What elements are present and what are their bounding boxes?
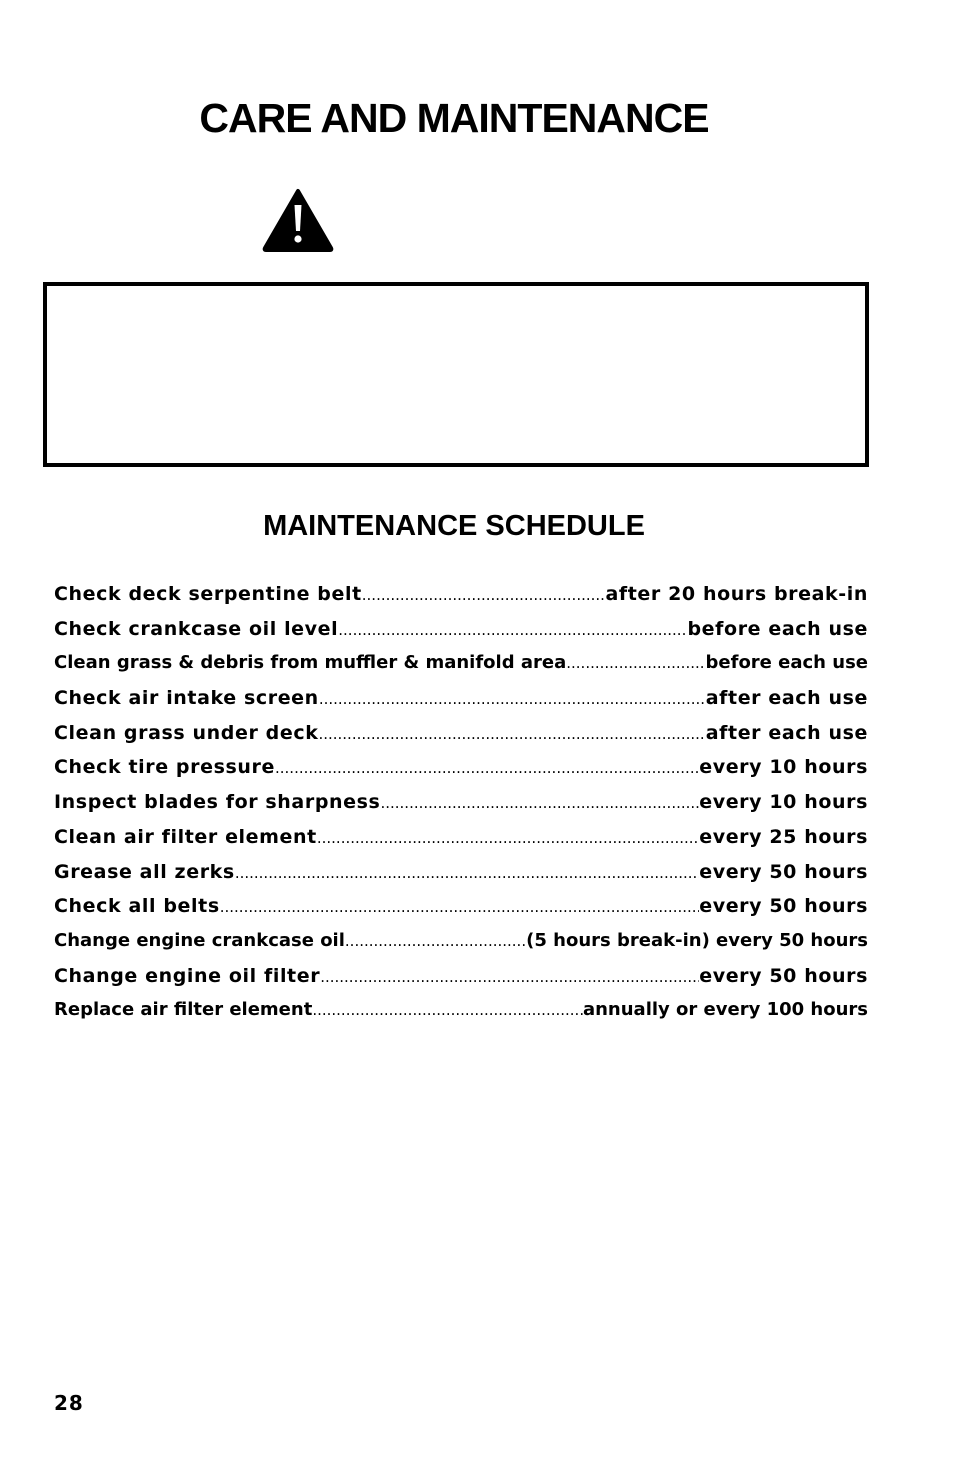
dot-leader: [318, 725, 705, 743]
schedule-task: Clean grass under deck: [54, 721, 319, 744]
schedule-interval: every 50 hours: [699, 860, 868, 883]
dot-leader: [345, 932, 526, 950]
schedule-task: Check air intake screen: [54, 687, 319, 710]
schedule-task: Check tire pressure: [54, 756, 275, 779]
schedule-row: [54, 895, 868, 930]
dot-leader: [220, 898, 699, 916]
warning-box: [43, 282, 869, 467]
schedule-row: [54, 652, 868, 687]
schedule-row: [54, 756, 868, 791]
schedule-task: Clean air filter element: [54, 825, 317, 848]
schedule-task: Check all belts: [54, 895, 220, 918]
schedule-interval: every 50 hours: [699, 895, 868, 918]
schedule-row: [54, 965, 868, 1000]
schedule-row: [54, 687, 868, 722]
dot-leader: [338, 621, 687, 639]
schedule-interval: after each use: [705, 721, 868, 744]
dot-leader: [275, 759, 699, 777]
schedule-interval: every 50 hours: [699, 964, 868, 987]
schedule-row: [54, 722, 868, 757]
schedule-task: Replace air filter element: [54, 999, 313, 1021]
section-title-maintenance-schedule: MAINTENANCE SCHEDULE: [263, 510, 645, 542]
schedule-interval: after 20 hours break-in: [605, 583, 868, 605]
schedule-task: Change engine crankcase oil: [54, 929, 345, 951]
schedule-task: Inspect blades for sharpness: [54, 791, 381, 814]
schedule-interval: before each use: [687, 617, 868, 640]
warning-triangle-icon: [262, 188, 334, 252]
dot-leader: [362, 586, 606, 604]
dot-leader: [380, 794, 699, 812]
page-number: 28: [54, 1391, 84, 1415]
dot-leader: [312, 1001, 583, 1019]
schedule-interval: annually or every 100 hours: [582, 999, 868, 1021]
schedule-task: Check deck serpentine belt: [54, 583, 362, 605]
dot-leader: [320, 968, 699, 986]
schedule-interval: every 10 hours: [699, 791, 868, 814]
schedule-interval: (5 hours break-in) every 50 hours: [526, 929, 868, 951]
schedule-interval: after each use: [705, 687, 868, 710]
dot-leader: [317, 829, 699, 847]
schedule-row: [54, 861, 868, 896]
schedule-row: [54, 826, 868, 861]
schedule-row: [54, 618, 868, 653]
schedule-row: [54, 999, 868, 1034]
schedule-row: [54, 583, 868, 618]
schedule-task: Check crankcase oil level: [54, 617, 339, 640]
dot-leader: [319, 690, 706, 708]
schedule-interval: every 25 hours: [699, 825, 868, 848]
schedule-task: Clean grass & debris from muffler & manifold area: [54, 652, 567, 674]
maintenance-schedule-list: [54, 583, 868, 1034]
dot-leader: [235, 864, 699, 882]
dot-leader: [566, 654, 705, 672]
schedule-task: Grease all zerks: [54, 860, 235, 883]
schedule-row: [54, 930, 868, 965]
schedule-task: Change engine oil filter: [54, 964, 321, 987]
page-title: CARE AND MAINTENANCE: [199, 95, 709, 141]
schedule-interval: every 10 hours: [699, 756, 868, 779]
schedule-row: [54, 791, 868, 826]
schedule-interval: before each use: [705, 652, 868, 674]
